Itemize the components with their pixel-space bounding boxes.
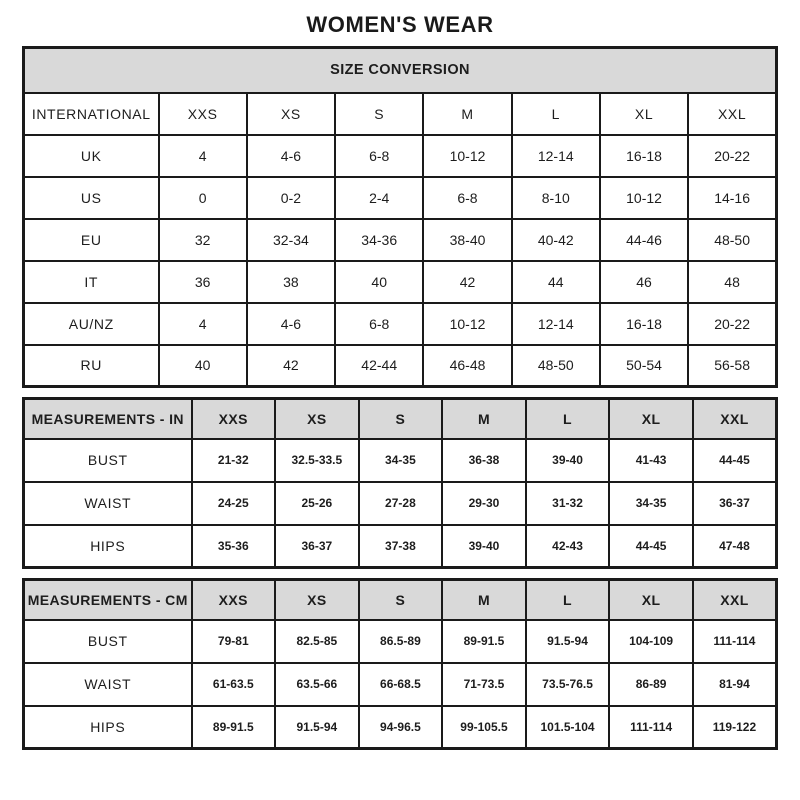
- value-cell: 71-73.5: [442, 663, 526, 706]
- value-cell: 47-48: [693, 525, 777, 568]
- value-cell: 50-54: [600, 345, 688, 387]
- value-cell: 32.5-33.5: [275, 439, 359, 482]
- column-header-l: L: [512, 93, 600, 135]
- value-cell: 99-105.5: [442, 706, 526, 749]
- value-cell: 35-36: [192, 525, 276, 568]
- column-header-s: S: [359, 399, 443, 439]
- value-cell: 6-8: [335, 135, 423, 177]
- column-header-xl: XL: [609, 580, 693, 620]
- value-cell: 14-16: [688, 177, 776, 219]
- value-cell: 66-68.5: [359, 663, 443, 706]
- value-cell: 73.5-76.5: [526, 663, 610, 706]
- size-conversion-table: [22, 46, 778, 388]
- column-header-s: S: [335, 93, 423, 135]
- value-cell: 63.5-66: [275, 663, 359, 706]
- value-cell: 40: [159, 345, 247, 387]
- value-cell: 39-40: [442, 525, 526, 568]
- table-row-hips-cm: [24, 706, 777, 749]
- row-label-bust: BUST: [24, 620, 192, 663]
- table-row-ru: [24, 345, 777, 387]
- value-cell: 34-35: [609, 482, 693, 525]
- table-row-hips-in: [24, 525, 777, 568]
- value-cell: 39-40: [526, 439, 610, 482]
- column-header-xl: XL: [600, 93, 688, 135]
- value-cell: 42: [247, 345, 335, 387]
- value-cell: 8-10: [512, 177, 600, 219]
- page-title: WOMEN'S WEAR: [306, 12, 494, 37]
- value-cell: 6-8: [423, 177, 511, 219]
- value-cell: 37-38: [359, 525, 443, 568]
- row-label-hips: HIPS: [24, 525, 192, 568]
- row-label-it: IT: [24, 261, 159, 303]
- column-header-xl: XL: [609, 399, 693, 439]
- row-label-eu: EU: [24, 219, 159, 261]
- value-cell: 20-22: [688, 135, 776, 177]
- column-header-l: L: [526, 580, 610, 620]
- row-label-us: US: [24, 177, 159, 219]
- value-cell: 6-8: [335, 303, 423, 345]
- value-cell: 42-44: [335, 345, 423, 387]
- table-row-bust-in: [24, 439, 777, 482]
- value-cell: 34-36: [335, 219, 423, 261]
- row-label-ru: RU: [24, 345, 159, 387]
- column-header-xxs: XXS: [192, 399, 276, 439]
- value-cell: 38-40: [423, 219, 511, 261]
- column-header-m: M: [423, 93, 511, 135]
- column-header-m: M: [442, 399, 526, 439]
- value-cell: 111-114: [609, 706, 693, 749]
- value-cell: 82.5-85: [275, 620, 359, 663]
- value-cell: 31-32: [526, 482, 610, 525]
- value-cell: 46: [600, 261, 688, 303]
- column-header-xs: XS: [275, 399, 359, 439]
- value-cell: 27-28: [359, 482, 443, 525]
- value-cell: 36-38: [442, 439, 526, 482]
- column-header-xs: XS: [275, 580, 359, 620]
- value-cell: 0: [159, 177, 247, 219]
- row-label-waist: WAIST: [24, 482, 192, 525]
- value-cell: 21-32: [192, 439, 276, 482]
- value-cell: 41-43: [609, 439, 693, 482]
- column-header-xxs: XXS: [192, 580, 276, 620]
- header-row: [24, 580, 777, 620]
- value-cell: 40: [335, 261, 423, 303]
- value-cell: 48-50: [688, 219, 776, 261]
- table-row-waist-in: [24, 482, 777, 525]
- size-chart-page: [0, 12, 800, 800]
- value-cell: 12-14: [512, 135, 600, 177]
- value-cell: 4: [159, 135, 247, 177]
- table-row-waist-cm: [24, 663, 777, 706]
- value-cell: 104-109: [609, 620, 693, 663]
- table-caption-row: [24, 48, 777, 93]
- table-row-aunz: [24, 303, 777, 345]
- measurements-cm-title: MEASUREMENTS - CM: [24, 580, 192, 620]
- column-header-xxs: XXS: [159, 93, 247, 135]
- value-cell: 24-25: [192, 482, 276, 525]
- value-cell: 40-42: [512, 219, 600, 261]
- table-row-uk: [24, 135, 777, 177]
- header-row: [24, 399, 777, 439]
- value-cell: 36: [159, 261, 247, 303]
- column-header-international: INTERNATIONAL: [24, 93, 159, 135]
- table-row-it: [24, 261, 777, 303]
- value-cell: 10-12: [423, 135, 511, 177]
- row-label-aunz: AU/NZ: [24, 303, 159, 345]
- value-cell: 4: [159, 303, 247, 345]
- table-row-eu: [24, 219, 777, 261]
- value-cell: 38: [247, 261, 335, 303]
- value-cell: 56-58: [688, 345, 776, 387]
- value-cell: 20-22: [688, 303, 776, 345]
- measurements-in-title: MEASUREMENTS - IN: [24, 399, 192, 439]
- value-cell: 10-12: [600, 177, 688, 219]
- column-header-l: L: [526, 399, 610, 439]
- value-cell: 44-46: [600, 219, 688, 261]
- value-cell: 94-96.5: [359, 706, 443, 749]
- column-header-xs: XS: [247, 93, 335, 135]
- value-cell: 4-6: [247, 303, 335, 345]
- value-cell: 119-122: [693, 706, 777, 749]
- value-cell: 46-48: [423, 345, 511, 387]
- value-cell: 44-45: [609, 525, 693, 568]
- row-label-bust: BUST: [24, 439, 192, 482]
- value-cell: 91.5-94: [275, 706, 359, 749]
- value-cell: 29-30: [442, 482, 526, 525]
- value-cell: 34-35: [359, 439, 443, 482]
- column-header-row: [24, 93, 777, 135]
- value-cell: 42-43: [526, 525, 610, 568]
- value-cell: 36-37: [275, 525, 359, 568]
- value-cell: 89-91.5: [442, 620, 526, 663]
- size-conversion-title: SIZE CONVERSION: [24, 48, 777, 93]
- row-label-uk: UK: [24, 135, 159, 177]
- value-cell: 89-91.5: [192, 706, 276, 749]
- column-header-xxl: XXL: [693, 580, 777, 620]
- value-cell: 2-4: [335, 177, 423, 219]
- value-cell: 0-2: [247, 177, 335, 219]
- row-label-hips: HIPS: [24, 706, 192, 749]
- value-cell: 79-81: [192, 620, 276, 663]
- value-cell: 111-114: [693, 620, 777, 663]
- value-cell: 44-45: [693, 439, 777, 482]
- row-label-waist: WAIST: [24, 663, 192, 706]
- column-header-m: M: [442, 580, 526, 620]
- value-cell: 32-34: [247, 219, 335, 261]
- value-cell: 101.5-104: [526, 706, 610, 749]
- value-cell: 91.5-94: [526, 620, 610, 663]
- value-cell: 48-50: [512, 345, 600, 387]
- value-cell: 81-94: [693, 663, 777, 706]
- value-cell: 86-89: [609, 663, 693, 706]
- value-cell: 36-37: [693, 482, 777, 525]
- value-cell: 42: [423, 261, 511, 303]
- value-cell: 86.5-89: [359, 620, 443, 663]
- table-row-us: [24, 177, 777, 219]
- column-header-s: S: [359, 580, 443, 620]
- value-cell: 32: [159, 219, 247, 261]
- measurements-cm-table: [22, 578, 778, 750]
- table-row-bust-cm: [24, 620, 777, 663]
- value-cell: 48: [688, 261, 776, 303]
- value-cell: 10-12: [423, 303, 511, 345]
- column-header-xxl: XXL: [688, 93, 776, 135]
- value-cell: 16-18: [600, 303, 688, 345]
- value-cell: 12-14: [512, 303, 600, 345]
- column-header-xxl: XXL: [693, 399, 777, 439]
- value-cell: 61-63.5: [192, 663, 276, 706]
- value-cell: 16-18: [600, 135, 688, 177]
- value-cell: 25-26: [275, 482, 359, 525]
- measurements-in-table: [22, 397, 778, 569]
- value-cell: 44: [512, 261, 600, 303]
- value-cell: 4-6: [247, 135, 335, 177]
